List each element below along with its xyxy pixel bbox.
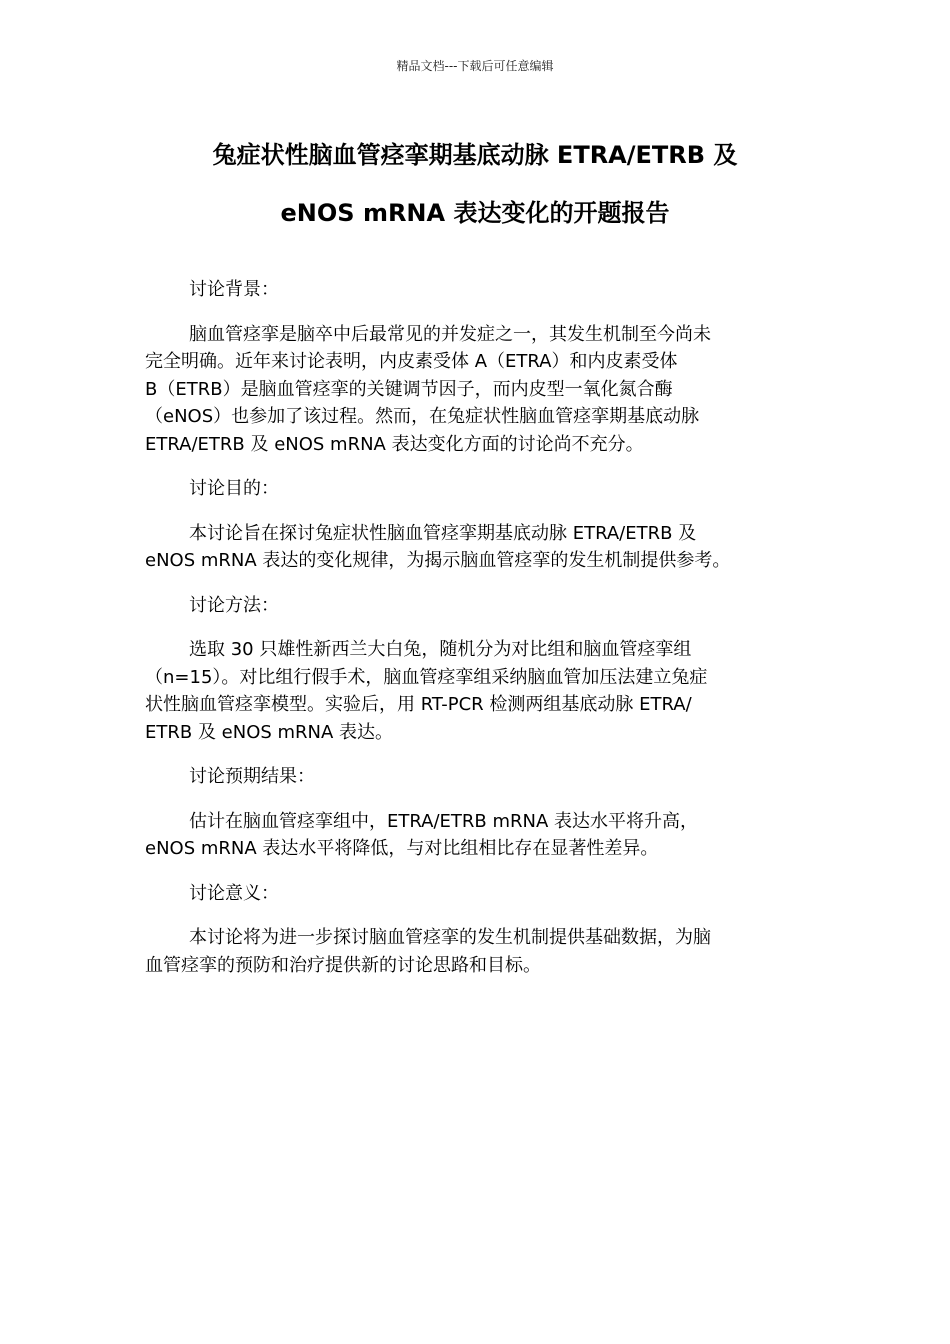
text-line: （eNOS）也参加了该过程。然而，在兔症状性脑血管痉挛期基底动脉 bbox=[145, 406, 700, 427]
paragraph-purpose bbox=[145, 520, 810, 575]
text-line: 本讨论将为进一步探讨脑血管痉挛的发生机制提供基础数据，为脑 bbox=[189, 927, 711, 948]
text-line: 状性脑血管痉挛模型。实验后，用 RT-PCR 检测两组基底动脉 ETRA/ bbox=[145, 694, 692, 715]
text-line: eNOS mRNA 表达的变化规律，为揭示脑血管痉挛的发生机制提供参考。 bbox=[145, 550, 731, 571]
paragraph-background bbox=[145, 321, 810, 459]
section-heading-method: 讨论方法： bbox=[189, 594, 279, 616]
section-heading-expected-results: 讨论预期结果： bbox=[189, 766, 315, 787]
text-line: 血管痉挛的预防和治疗提供新的讨论思路和目标。 bbox=[145, 954, 541, 976]
text-line: ETRA/ETRB 及 eNOS mRNA 表达变化方面的讨论尚不充分。 bbox=[145, 433, 644, 455]
text-line: （n=15）。对比组行假手术，脑血管痉挛组采纳脑血管加压法建立兔症 bbox=[145, 666, 708, 688]
document-title-line-1: 兔症状性脑血管痉挛期基底动脉 ETRA/ETRB 及 bbox=[212, 141, 738, 169]
section-heading-background: 讨论背景： bbox=[189, 279, 279, 300]
text-line: 选取 30 只雄性新西兰大白兔，随机分为对比组和脑血管痉挛组 bbox=[189, 639, 692, 660]
text-line: ETRB 及 eNOS mRNA 表达。 bbox=[145, 721, 394, 743]
text-line: eNOS mRNA 表达水平将降低，与对比组相比存在显著性差异。 bbox=[145, 838, 659, 859]
paragraph-significance bbox=[145, 924, 810, 979]
page-header: 精品文档---下载后可任意编辑 bbox=[396, 59, 554, 73]
text-line: B（ETRB）是脑血管痉挛的关键调节因子，而内皮型一氧化氮合酶 bbox=[145, 378, 673, 400]
text-line: 完全明确。近年来讨论表明，内皮素受体 A（ETRA）和内皮素受体 bbox=[145, 351, 678, 372]
paragraph-method bbox=[145, 636, 810, 746]
section-heading-significance: 讨论意义： bbox=[189, 882, 279, 904]
text-line: 脑血管痉挛是脑卒中后最常见的并发症之一，其发生机制至今尚未 bbox=[189, 323, 711, 345]
paragraph-expected-results bbox=[145, 808, 810, 863]
document-title-line-2: eNOS mRNA 表达变化的开题报告 bbox=[280, 199, 670, 227]
text-line: 估计在脑血管痉挛组中，ETRA/ETRB mRNA 表达水平将升高， bbox=[189, 810, 699, 832]
text-line: 本讨论旨在探讨兔症状性脑血管痉挛期基底动脉 ETRA/ETRB 及 bbox=[189, 522, 697, 544]
section-heading-purpose: 讨论目的： bbox=[189, 478, 279, 499]
document-body bbox=[145, 276, 810, 996]
